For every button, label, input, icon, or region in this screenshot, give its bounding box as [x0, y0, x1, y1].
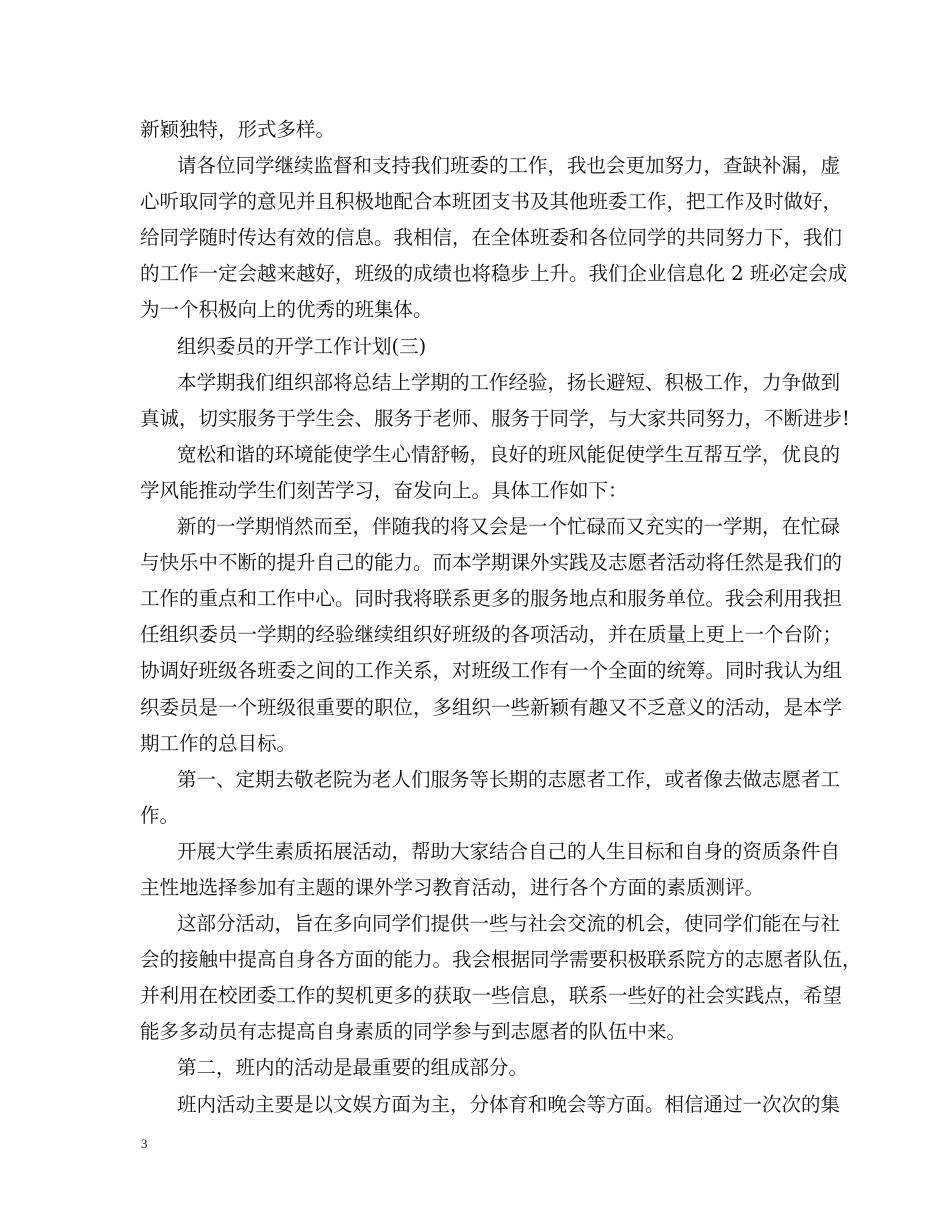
text-line: 第一、定期去敬老院为老人们服务等长期的志愿者工作，或者像去做志愿者工	[177, 767, 841, 791]
text-line: 并利用在校团委工作的契机更多的获取一些信息，联系一些好的社会实践点，希望	[140, 984, 843, 1008]
text-line: 与快乐中不断的提升自己的能力。而本学期课外实践及志愿者活动将任然是我们的	[140, 551, 843, 575]
text-line: 为一个积极向上的优秀的班集体。	[140, 298, 433, 322]
text-line: 能多多动员有志提高自身素质的同学参与到志愿者的队伍中来。	[140, 1020, 687, 1044]
text-line: 心听取同学的意见并且积极地配合本班团支书及其他班委工作，把工作及时做好，	[140, 190, 843, 214]
text-line: 会的接触中提高自身各方面的能力。我会根据同学需要积极联系院方的志愿者队伍，	[140, 948, 862, 972]
text-line: 本学期我们组织部将总结上学期的工作经验，扬长避短、积极工作，力争做到	[177, 370, 841, 394]
text-line: 的工作一定会越来越好，班级的成绩也将稳步上升。我们企业信息化 2 班必定会成	[140, 262, 848, 286]
text-line: 织委员是一个班级很重要的职位，多组织一些新颖有趣又不乏意义的活动，是本学	[140, 695, 843, 719]
text-line: 组织委员的开学工作计划(三)	[177, 334, 427, 358]
text-line: 主性地选择参加有主题的课外学习教育活动，进行各个方面的素质测评。	[140, 875, 765, 899]
text-line: 新的一学期悄然而至，伴随我的将又会是一个忙碌而又充实的一学期，在忙碌	[177, 515, 841, 539]
text-line: 协调好班级各班委之间的工作关系，对班级工作有一个全面的统筹。同时我认为组	[140, 659, 843, 683]
text-line: 开展大学生素质拓展活动，帮助大家结合自己的人生目标和自身的资质条件自	[177, 839, 841, 863]
text-line: 这部分活动，旨在多向同学们提供一些与社会交流的机会，使同学们能在与社	[177, 912, 841, 936]
text-line: 期工作的总目标。	[140, 731, 297, 755]
text-line: 作。	[140, 803, 180, 827]
text-line: 工作的重点和工作中心。同时我将联系更多的服务地点和服务单位。我会利用我担	[140, 587, 843, 611]
text-line: 第二，班内的活动是最重要的组成部分。	[177, 1056, 529, 1080]
text-line: 给同学随时传达有效的信息。我相信，在全体班委和各位同学的共同努力下，我们	[140, 226, 843, 250]
page-number: 3	[141, 1136, 148, 1151]
text-line: 学风能推动学生们刻苦学习，奋发向上。具体工作如下：	[140, 478, 628, 502]
document-body	[140, 112, 862, 1123]
text-line: 宽松和谐的环境能使学生心情舒畅，良好的班风能促使学生互帮互学，优良的	[177, 442, 841, 466]
text-line: 真诚，切实服务于学生会、服务于老师、服务于同学，与大家共同努力，不断进步!	[140, 406, 850, 430]
text-line: 班内活动主要是以文娱方面为主，分体育和晚会等方面。相信通过一次次的集	[177, 1092, 841, 1116]
text-line: 任组织委员一学期的经验继续组织好班级的各项活动，并在质量上更上一个台阶；	[140, 623, 843, 647]
text-line: 请各位同学继续监督和支持我们班委的工作，我也会更加努力，查缺补漏，虚	[177, 154, 841, 178]
text-line: 新颖独特，形式多样。	[140, 118, 336, 141]
